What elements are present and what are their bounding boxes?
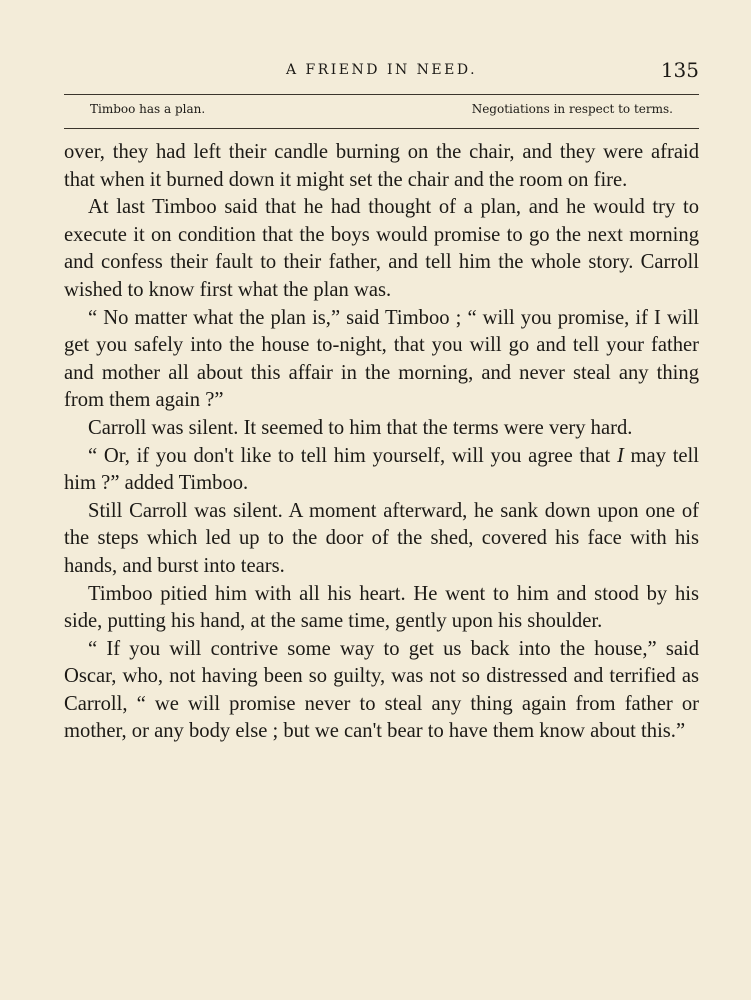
paragraph: “ No matter what the plan is,” said Timboo ; “ will you promise, if I will get you safely into the house to-night, that you will go and tell your father and mother all about this affair in the morning, and never steal any thing from them again ?” (64, 306, 699, 412)
sidenote-right: Negotiations in respect to terms. (471, 102, 673, 116)
paragraph-text: “ Or, if you don't like to tell him yourself, will you agree that (88, 444, 617, 467)
header-rule-top (64, 94, 699, 95)
paragraph: Still Carroll was silent. A moment afterward, he sank down upon one of the steps which led up to the door of the shed, covered his face with his hands, and burst into tears. (64, 499, 699, 577)
paragraph: At last Timboo said that he had thought of a plan, and he would try to execute it on condition that the boys would promise to go the next morning and confess their fault to their father, and tell him the whole story. Carroll wished to know first what the plan was. (64, 196, 699, 301)
sidenote-left: Timboo has a plan. (90, 102, 206, 116)
paragraph: Timboo pitied him with all his heart. He went to him and stood by his side, putting his hand, at the same time, gently upon his shoulder. (64, 582, 699, 633)
header-rule-bottom (64, 128, 699, 129)
paragraph: “ If you will contrive some way to get us back into the house,” said Oscar, who, not having been so guilty, was not so distressed and terrified as Carroll, “ we will promise never to steal any thing again from father or mother, or any body else ; but we can't bear to have them know about this.” (64, 637, 699, 743)
paragraph: Carroll was silent. It seemed to him that the terms were very hard. (88, 416, 633, 439)
body-text (64, 139, 699, 746)
page-number: 135 (660, 58, 699, 82)
paragraph (64, 443, 699, 498)
paragraph: over, they had left their candle burning on the chair, and they were afraid that when it burned down it might set the chair and the room on fire. (64, 141, 699, 191)
sidenotes (90, 102, 673, 122)
paragraph-text: may tell him ?” added Timboo. (64, 444, 699, 495)
emphasis-text: I (616, 444, 624, 467)
running-head (64, 58, 699, 82)
running-title: A FRIEND IN NEED. (285, 62, 478, 78)
